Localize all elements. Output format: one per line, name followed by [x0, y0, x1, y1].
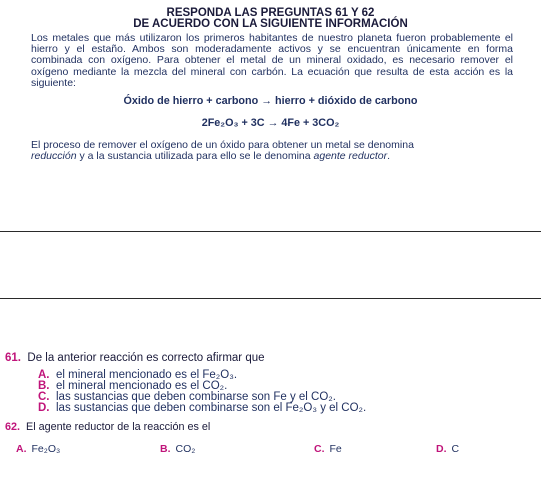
definition-text-a: El proceso de remover el oxígeno de un óxido para obtener un metal se denomina — [31, 139, 414, 151]
q61-option-d[interactable] — [38, 402, 366, 414]
definition-paragraph — [31, 140, 513, 162]
q62-option-c-text: Fe — [329, 443, 342, 455]
q62-option-a[interactable] — [16, 443, 60, 455]
q61-option-a-letter: A. — [38, 369, 50, 381]
divider-bottom — [0, 298, 541, 299]
q62-option-a-text: Fe₂O₃ — [31, 443, 61, 455]
question-62 — [5, 421, 210, 433]
q62-option-c-letter: C. — [314, 443, 325, 455]
q62-option-b[interactable] — [160, 443, 195, 455]
word-equation: Óxido de hierro + carbono → hierro + dióxido de carbono — [123, 95, 418, 107]
section-heading-line2: DE ACUERDO CON LA SIGUIENTE INFORMACIÓN — [133, 18, 408, 30]
q61-option-c-letter: C. — [38, 391, 50, 403]
question-62-stem: El agente reductor de la reacción es el — [26, 421, 211, 433]
question-61-number: 61. — [5, 352, 21, 364]
divider-top — [0, 231, 541, 232]
definition-text-e: . — [387, 150, 390, 163]
question-61-stem: De la anterior reacción es correcto afirmar que — [27, 352, 265, 364]
question-62-number: 62. — [5, 421, 21, 433]
q62-option-a-letter: A. — [16, 443, 27, 455]
q61-option-c-text: las sustancias que deben combinarse son Fe y el CO₂. — [56, 391, 336, 403]
section-heading-line1: RESPONDA LAS PREGUNTAS 61 Y 62 — [166, 7, 375, 19]
q62-option-b-text: CO₂ — [175, 443, 196, 455]
question-61 — [5, 352, 265, 364]
q62-option-d[interactable] — [436, 443, 459, 455]
q62-option-d-letter: D. — [436, 443, 447, 455]
q61-option-d-letter: D. — [38, 402, 50, 414]
q61-option-d-text: las sustancias que deben combinarse son el Fe₂O₃ y el CO₂. — [56, 402, 367, 414]
chemical-equation: 2Fe₂O₃ + 3C → 4Fe + 3CO₂ — [201, 117, 340, 129]
q61-option-a-text: el mineral mencionado es el Fe₂O₃. — [56, 369, 238, 381]
definition-text-c: y a la sustancia utilizada para ello se le denomina — [76, 150, 314, 163]
term-agente-reductor: agente reductor — [313, 150, 388, 163]
q61-option-b-letter: B. — [38, 380, 50, 392]
term-reduccion: reducción — [31, 150, 77, 163]
q62-option-c[interactable] — [314, 443, 342, 455]
q62-option-b-letter: B. — [160, 443, 171, 455]
q62-option-d-text: C — [451, 443, 460, 455]
context-paragraph: Los metales que más utilizaron los primeros habitantes de nuestro planeta fueron probablemente el hierro y el estaño. Ambos son moderadamente activos y se encuentran únicamente en forma combinada con oxígeno. Para obtener el metal de un mineral oxidado, es necesario remover el oxígeno mediante la mezcla del mineral con carbón. La ecuación que resulta de esta acción es la siguiente: — [31, 32, 513, 89]
q61-option-b-text: el mineral mencionado es el CO₂. — [56, 380, 228, 392]
